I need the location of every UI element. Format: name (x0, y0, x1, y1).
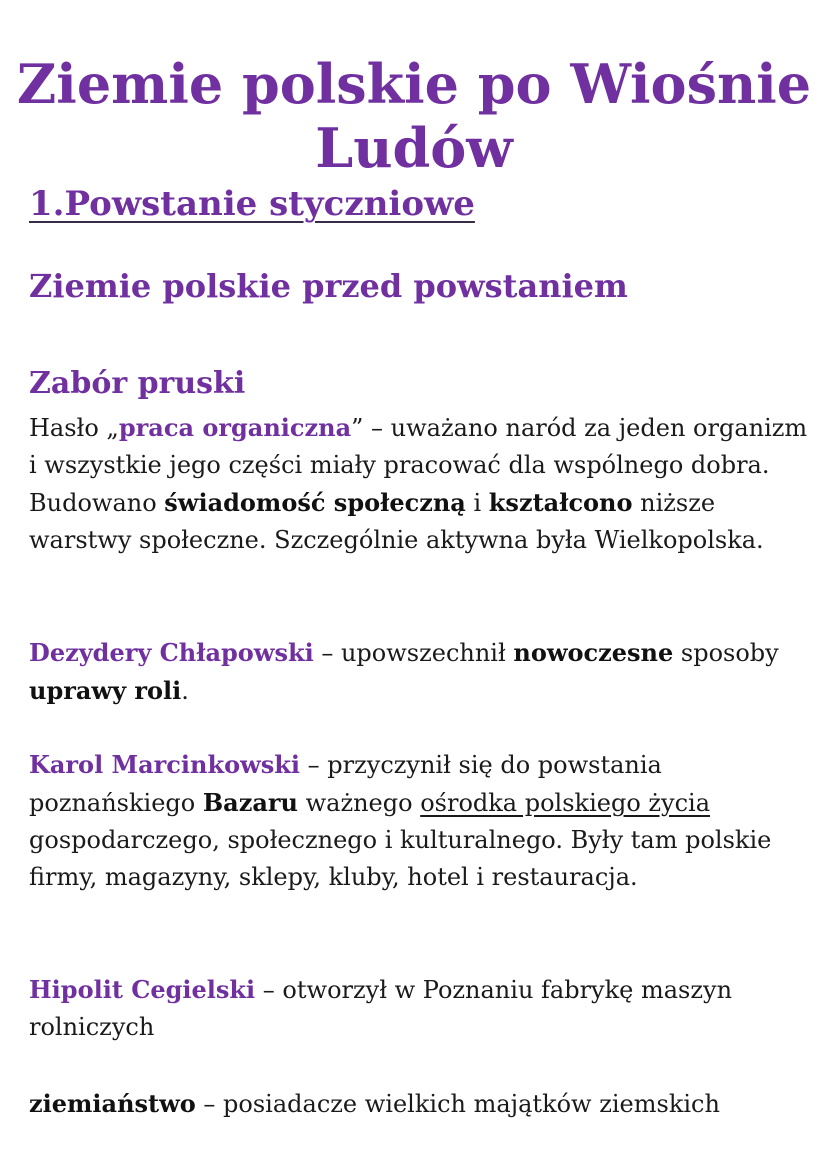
text-span: i (465, 489, 489, 517)
text-span: ” – uważano naród za jeden organizm i wszystkie jego części miały pracować dla wspólnego dobra. Budowano (29, 414, 808, 517)
paragraph-organic-work (29, 409, 809, 559)
bold-term: nowoczesne (513, 638, 674, 667)
subheading-prussian-partition: Zabór pruski (29, 366, 246, 401)
section-heading: 1.Powstanie styczniowe (29, 184, 475, 224)
subheading-before-uprising: Ziemie polskie przed powstaniem (29, 267, 628, 305)
bold-term: ziemiaństwo (29, 1089, 196, 1118)
paragraph-landed-gentry (29, 1085, 809, 1123)
bold-term: świadomość społeczną (164, 488, 466, 517)
text-span: gospodarczego, społecznego i kulturalnego. Były tam polskie firmy, magazyny, sklepy, kluby, hotel i restauracja. (29, 826, 772, 891)
person-name: Karol Marcinkowski (29, 750, 301, 779)
text-span: . (181, 677, 189, 705)
text-span: – upowszechnił (313, 639, 514, 667)
paragraph-cegielski (29, 971, 809, 1046)
paragraph-marcinkowski (29, 746, 809, 896)
text-span: – otworzył w Poznaniu fabrykę maszyn rolniczych (29, 976, 733, 1041)
page-title: Ziemie polskie po Wiośnie Ludów (16, 52, 812, 180)
text-span: Hasło „ (29, 414, 119, 442)
bold-term: uprawy roli (29, 676, 182, 705)
underlined-term: ośrodka polskiego życia (420, 789, 711, 817)
bold-term: Bazaru (202, 788, 298, 817)
bold-term: kształcono (488, 488, 633, 517)
paragraph-chlapowski (29, 634, 809, 710)
term-organic-work: praca organiczna (118, 413, 352, 442)
text-span: niższe warstwy społeczne. Szczególnie aktywna była Wielkopolska. (29, 489, 764, 554)
text-span: – posiadacze wielkich majątków ziemskich (195, 1090, 720, 1118)
text-span: sposoby (673, 639, 779, 667)
person-name: Dezydery Chłapowski (29, 638, 314, 667)
text-span: ważnego (297, 789, 421, 817)
text-span: – przyczynił się do powstania poznańskiego (29, 751, 662, 817)
person-name: Hipolit Cegielski (29, 975, 256, 1004)
